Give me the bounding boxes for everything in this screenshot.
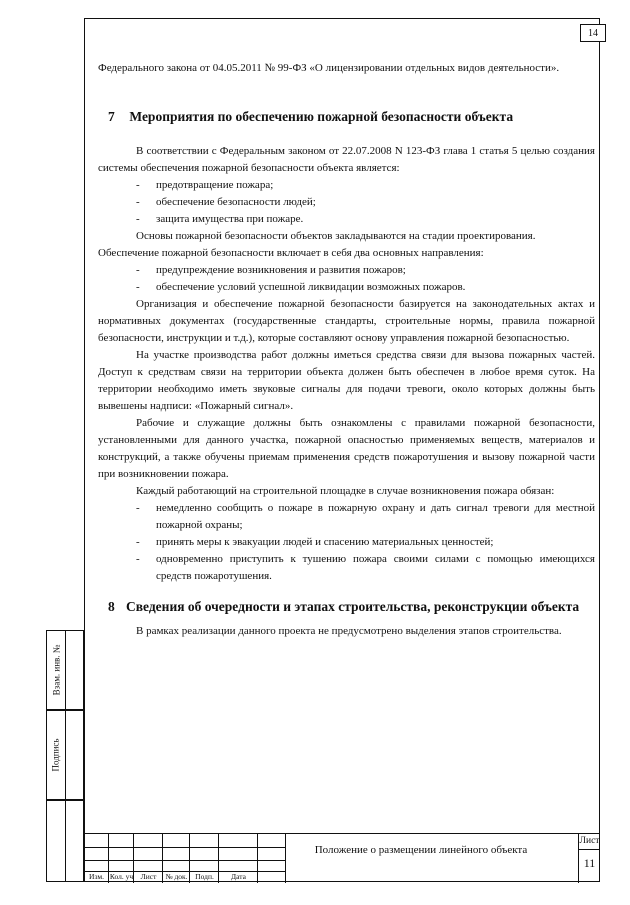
page-corner-number: 14 bbox=[580, 24, 606, 42]
stamp-sheet-number: 11 bbox=[583, 856, 596, 870]
section-7-paragraph-4: На участке производства работ должны иметься средства связи для вызова пожарных частей. Доступ к средствам связи на территории объекта должен быть обеспечен в любое время суток. На территории необходимо иметь звуковые сигналы для подачи тревоги, около которых должны быть вывешены надписи: «Пожарный сигнал». bbox=[98, 349, 595, 412]
section-8-paragraph-1: В рамках реализации данного проекта не предусмотрено выделения этапов строительства. bbox=[136, 625, 562, 637]
side-stamp-empty bbox=[46, 800, 84, 882]
stamp-col-change: Изм. bbox=[89, 872, 104, 881]
section-7-number: 7 bbox=[108, 109, 115, 124]
stamp-col-signature: Подп. bbox=[195, 872, 214, 881]
list-item: - обеспечение условий успешной ликвидации возможных пожаров. bbox=[98, 279, 595, 296]
side-label-inventory: Взам. инв. № bbox=[51, 644, 61, 696]
duties-list bbox=[98, 500, 595, 585]
stamp-col-doc: № док. bbox=[165, 872, 188, 881]
list-item: - предупреждение возникновения и развития пожаров; bbox=[98, 262, 595, 279]
stamp-sheet-label: Лист bbox=[579, 836, 600, 846]
goals-list bbox=[98, 177, 595, 228]
side-stamp-inventory bbox=[46, 630, 84, 710]
directions-list bbox=[98, 262, 595, 296]
section-7-paragraph-2: Основы пожарной безопасности объектов закладываются на стадии проектирования. bbox=[136, 230, 536, 242]
list-item: - принять меры к эвакуации людей и спасению материальных ценностей; bbox=[98, 534, 595, 551]
section-7-title: Мероприятия по обеспечению пожарной безопасности объекта bbox=[129, 109, 514, 124]
stamp-col-date: Дата bbox=[231, 872, 246, 881]
section-7-paragraph-3: Организация и обеспечение пожарной безопасности базируется на законодательных актах и нормативных документах (государственные стандарты, строительные нормы, правила пожарной безопасности, инструкции и т.д.), которые составляют основу управления пожарной безопасностью. bbox=[98, 298, 595, 344]
title-block bbox=[84, 833, 600, 883]
stamp-title: Положение о размещении линейного объекта bbox=[314, 844, 528, 856]
list-item: - обеспечение безопасности людей; bbox=[98, 194, 595, 211]
side-stamp-signature bbox=[46, 710, 84, 800]
section-7-paragraph-1: В соответствии с Федеральным законом от 22.07.2008 N 123-ФЗ глава 1 статья 5 целью создания системы обеспечения пожарной безопасности объекта является: bbox=[98, 145, 595, 174]
section-8-title: Сведения об очередности и этапах строительства, реконструкции объекта bbox=[126, 599, 580, 614]
stamp-sheet-box bbox=[578, 834, 600, 883]
stamp-col-count: Кол. уч bbox=[109, 872, 134, 881]
stamp-col-sheet: Лист bbox=[140, 872, 157, 881]
section-7-paragraph-2b: Обеспечение пожарной безопасности включает в себя два основных направления: bbox=[98, 247, 484, 259]
section-7-heading bbox=[98, 107, 595, 127]
document-body bbox=[98, 60, 595, 640]
section-7-paragraph-6: Каждый работающий на строительной площадке в случае возникновения пожара обязан: bbox=[136, 485, 555, 497]
list-item: - немедленно сообщить о пожаре в пожарную охрану и дать сигнал тревоги для местной пожарной охраны; bbox=[98, 500, 595, 534]
side-label-signature: Подпись bbox=[51, 738, 61, 772]
section-8-heading bbox=[98, 597, 595, 617]
list-item: - защита имущества при пожаре. bbox=[98, 211, 595, 228]
section-8-number: 8 bbox=[108, 599, 115, 614]
list-item: - одновременно приступить к тушению пожара своими силами с помощью имеющихся средств пожаротушения. bbox=[98, 551, 595, 585]
list-item: - предотвращение пожара; bbox=[98, 177, 595, 194]
intro-paragraph: Федерального закона от 04.05.2011 № 99-ФЗ «О лицензировании отдельных видов деятельности». bbox=[98, 62, 560, 74]
section-7-paragraph-5: Рабочие и служащие должны быть ознакомлены с правилами пожарной безопасности, установленными для данного участка, пожарной опасностью применяемых веществ, материалов и конструкций, а также обучены приемам применения средств пожаротушения и вызову пожарной части при возникновении пожара. bbox=[98, 417, 595, 480]
